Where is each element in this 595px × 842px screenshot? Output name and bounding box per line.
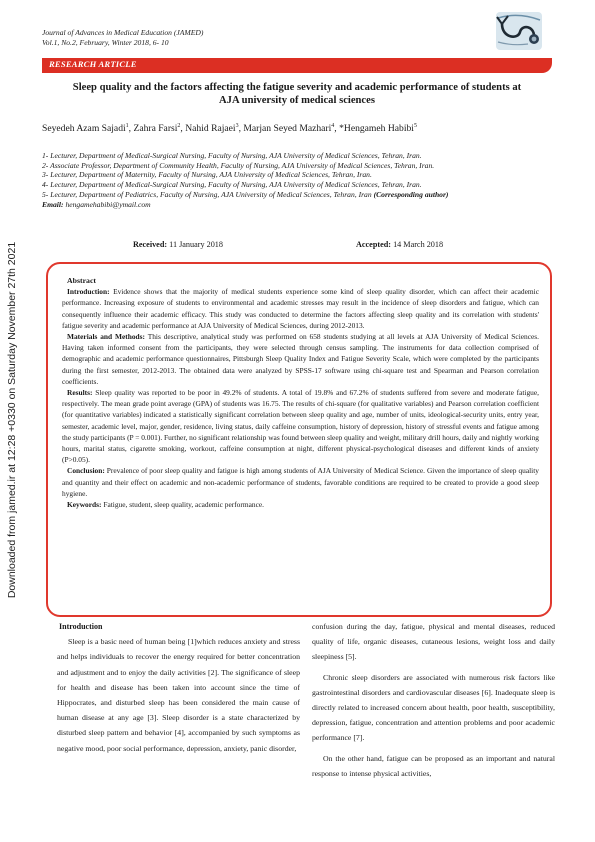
abstract-conclusion xyxy=(62,465,539,499)
email-label: Email: xyxy=(42,199,64,209)
author-4: Marjan Seyed Mazhari xyxy=(243,123,332,135)
affiliation-3: 3- Lecturer, Department of Maternity, Faculty of Nursing, AJA University of Medical Sciences, Tehran, Iran. xyxy=(42,170,372,180)
abstract-heading: Abstract xyxy=(67,276,97,285)
author-sep: , xyxy=(128,123,134,135)
title-line-1: Sleep quality and the factors affecting the fatigue severity and academic performance of students at xyxy=(72,82,522,93)
author-sep: , xyxy=(238,123,244,135)
abstract-introduction xyxy=(62,286,539,331)
affiliation-5 xyxy=(42,190,557,200)
author-2: Zahra Farsi xyxy=(133,123,178,135)
body-paragraph: confusion during the day, fatigue, physical and mental diseases, reduced quality of life, organic diseases, cutaneous lesions, weight loss and daily sleepiness [5]. xyxy=(312,622,555,662)
body-paragraph: Chronic sleep disorders are associated with numerous risk factors like gastrointestinal disorders and cardiovascular diseases [6]. Inadequate sleep is directly related to increased concern about health, poor health, susceptibility, depression, fatigue, concentration and attention problems and poor academic performance [7]. xyxy=(312,672,555,743)
accepted-date xyxy=(356,240,443,249)
abstract-content xyxy=(62,275,539,510)
author-5-affil: 5 xyxy=(413,123,417,129)
affiliation-4: 4- Lecturer, Department of Medical-Surgical Nursing, Faculty of Nursing, AJA University of Medical Sciences, Tehran, Iran. xyxy=(42,180,422,190)
received-label: Received: xyxy=(133,240,168,249)
download-watermark xyxy=(4,170,20,670)
journal-name: Journal of Advances in Medical Education (JAMED) xyxy=(42,28,204,37)
introduction-text: Evidence shows that the majority of medical students experience some kind of sleep quality disorder, which can affect their academic performance. Increasing exposure of students to environmental and academic stresses may result in the incidence of sleep disorders and fatigue, which can consequently influence their academic efficacy. This study was conducted to determine the factors affecting sleep quality and its correlation with students' fatigue severity and academic performance at AJA University of Medical Sciences, during 2012-2013. xyxy=(62,287,539,330)
methods-text: This descriptive, analytical study was performed on 658 students studying at all levels at AJA University of Medical Sciences. Having taken informed consent from the participants, they were selected through census sampling. The instruments for data collection comprised of demographic and academic performance questionnaires, Pittsburgh Sleep Quality Index and Fatigue Severity Scale, which were completed by the participants during the first semester, 2012-2013. The obtained data were analyzed by SPSS-17 software using chi-square test and Spearman and Pearson correlation coefficients. xyxy=(62,332,540,386)
article-type-label: RESEARCH ARTICLE xyxy=(49,59,137,69)
email-link[interactable]: hengamehabibi@ymail.com xyxy=(65,199,151,209)
introduction-heading: Introduction xyxy=(59,622,103,631)
author-3-affil: 3 xyxy=(235,123,239,129)
results-text: Sleep quality was reported to be poor in 49.2% of students. A total of 19.8% and 67.2% of students suffered from severe and moderate fatigue, respectively. The mean grade point average (GPA) of students was 16.75. The results of chi-square (for qualitative variables) and Pearson correlation coefficient (for quantitative variables) indicated a statistically significant correlation between sleep quality and age, number of units, ideological-security units, entry year, semester, academic level, major, gender, residence, living status, daily caffeine consumption, history of depression, history of stressful events and fatigue among the study participants (P = 0.001). Further, no significant relationship was found between sleep quality and weight, military drill hours, daily and nightly working hours, marital status, cigarette smoking, workout, caffeine consumption at night, different physical-psychological diseases and different kinds of anxiety (P>0.05). xyxy=(62,388,540,465)
conclusion-text: Prevalence of poor sleep quality and fatigue is high among students of AJA University of Medical Science. Given the importance of sleep quality and quantity and their effect on academic and non-academic performance of students, favorable conditions are required to be created to provide a good sleep hygiene. xyxy=(62,466,539,498)
watermark-text: Downloaded from jamed.ir at 12:28 +0330 on Saturday November 27th 2021 xyxy=(6,241,18,599)
author-5: *Hengameh Habibi xyxy=(339,123,414,135)
author-1-affil: 1 xyxy=(125,123,129,129)
journal-header xyxy=(42,28,203,48)
conclusion-label: Conclusion: xyxy=(67,466,105,476)
keywords-label: Keywords: xyxy=(67,500,102,510)
author-list xyxy=(42,123,572,134)
received-date xyxy=(133,240,223,249)
accepted-label: Accepted: xyxy=(356,240,392,249)
received-value: 11 January 2018 xyxy=(169,240,223,249)
abstract-keywords xyxy=(62,499,539,510)
article-type-banner xyxy=(42,58,552,73)
email-row xyxy=(42,200,557,210)
body-column-left xyxy=(57,619,300,756)
title-line-2: AJA university of medical sciences xyxy=(219,95,375,106)
affiliation-5-text: 5- Lecturer, Department of Pediatrics, Faculty of Nursing, AJA University of Medical Sciences, Tehran, Iran xyxy=(42,189,372,199)
accepted-value: 14 March 2018 xyxy=(393,240,444,249)
corresponding-note: (Corresponding author) xyxy=(373,189,449,199)
body-paragraph: On the other hand, fatigue can be proposed as an important and natural response to intense physical activities, xyxy=(312,753,555,778)
stethoscope-logo-icon xyxy=(488,10,550,52)
author-3: Nahid Rajaei xyxy=(185,123,236,135)
abstract-results xyxy=(62,387,539,465)
author-2-affil: 2 xyxy=(177,123,181,129)
author-sep: , xyxy=(334,123,340,135)
author-1: Seyedeh Azam Sajadi xyxy=(42,123,126,135)
methods-label: Materials and Methods: xyxy=(67,332,145,342)
body-paragraph: Sleep is a basic need of human being [1]which reduces anxiety and stress and helps individuals to recover the energy required for better concentration and adjustment and to enjoy the daily activities [2]. The significance of sleep for health and disease has been taken into account since the time of Hippocrates, and disturbed sleep has been considered the main cause of human disease at any age [3]. Sleep disorder is a state characterized by disturbed sleep pattern and behavior [4], accompanied by such symptoms as negative mood, poor social performance, depression, anxiety, panic disorder, xyxy=(57,637,300,753)
affiliation-list xyxy=(42,151,557,209)
author-4-affil: 4 xyxy=(331,123,335,129)
article-title xyxy=(42,81,552,107)
introduction-label: Introduction: xyxy=(67,287,110,297)
abstract-methods xyxy=(62,331,539,387)
abstract-box xyxy=(46,262,552,617)
author-sep: , xyxy=(180,123,186,135)
affiliation-2: 2- Associate Professor, Department of Community Health, Faculty of Nursing, AJA University of Medical Sciences, Tehran, Iran. xyxy=(42,160,435,170)
keywords-text: Fatigue, student, sleep quality, academic performance. xyxy=(103,500,264,510)
results-label: Results: xyxy=(67,388,93,398)
body-column-right xyxy=(312,619,555,781)
journal-issue: Vol.1, No.2, February, Winter 2018, 6- 10 xyxy=(42,38,169,47)
affiliation-1: 1- Lecturer, Department of Medical-Surgical Nursing, Faculty of Nursing, AJA University of Medical Sciences, Tehran, Iran. xyxy=(42,151,422,160)
